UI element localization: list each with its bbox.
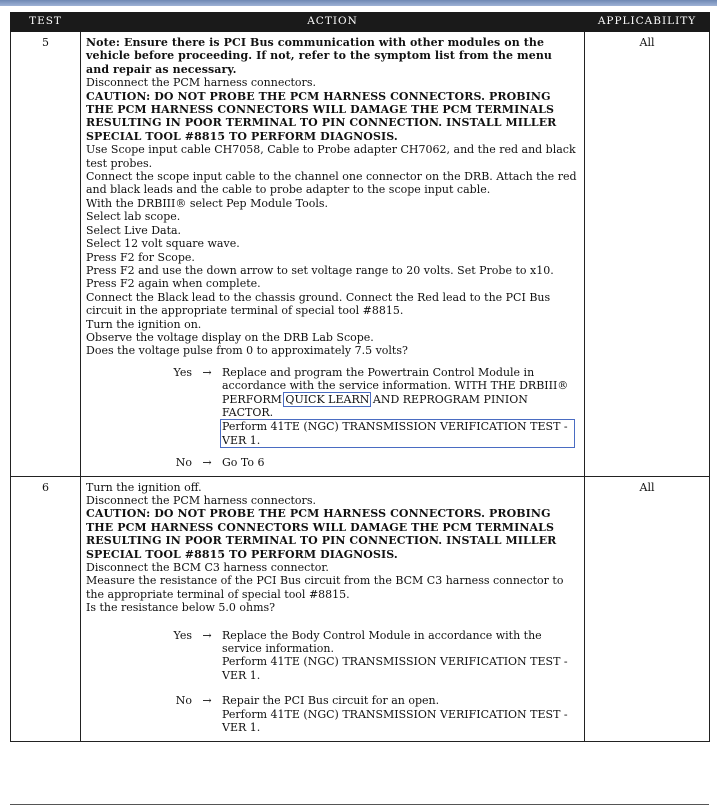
- step-text: Select lab scope.: [86, 210, 181, 224]
- verification-test-text: Perform 41TE (NGC) TRANSMISSION VERIFICATION TEST - VER 1.: [222, 707, 568, 735]
- header-applicability: APPLICABILITY: [585, 13, 710, 32]
- arrow-icon: →: [202, 456, 212, 470]
- test-action: [81, 476, 585, 741]
- verification-test-text: Perform 41TE (NGC) TRANSMISSION VERIFICATION TEST - VER 1.: [222, 655, 568, 682]
- no-branch: [86, 456, 579, 469]
- no-result-text: Repair the PCI Bus circuit for an open.: [222, 694, 440, 708]
- arrow-icon: →: [202, 628, 212, 642]
- yes-result-text-2: AND REPROGRAM PINION FACTOR.: [222, 392, 528, 419]
- yes-label: Yes: [173, 365, 192, 379]
- applicability-value: All: [585, 476, 710, 741]
- yes-branch: [86, 366, 579, 448]
- diagnostic-procedure-table: [10, 12, 710, 742]
- quick-learn-link[interactable]: QUICK LEARN: [285, 392, 370, 406]
- table-header-row: [11, 13, 710, 32]
- verification-test-link[interactable]: Perform 41TE (NGC) TRANSMISSION VERIFICATION TEST - VER 1.: [220, 419, 575, 448]
- yes-result-text: Replace and program the Powertrain Control Module in accordance with the service information. WITH THE DRBIII® PERFORM: [222, 365, 569, 406]
- question-text: Does the voltage pulse from 0 to approximately 7.5 volts?: [86, 344, 408, 358]
- arrow-icon: →: [202, 694, 212, 708]
- no-branch: [86, 694, 579, 734]
- question-text: Is the resistance below 5.0 ohms?: [86, 601, 276, 615]
- step-text: Turn the ignition off.: [86, 480, 202, 494]
- step-text: Press F2 for Scope.: [86, 250, 195, 264]
- step-text: Measure the resistance of the PCI Bus circuit from the BCM C3 harness connector to the appropriate terminal of special tool #8815.: [86, 574, 564, 601]
- step-text: Press F2 and use the down arrow to set voltage range to 20 volts. Set Probe to x10.: [86, 263, 554, 277]
- bottom-divider: [10, 804, 709, 805]
- step-text: Connect the scope input cable to the channel one connector on the DRB. Attach the red and black leads and the cable to probe adapter to the scope input cable.: [86, 170, 577, 197]
- test-row-6: [11, 476, 710, 741]
- step-text: Connect the Black lead to the chassis ground. Connect the Red lead to the PCI Bus circuit in the appropriate terminal of special tool #8815.: [86, 290, 551, 318]
- header-action: ACTION: [81, 13, 585, 32]
- step-text: Turn the ignition on.: [86, 317, 202, 331]
- step-text: Press F2 again when complete.: [86, 277, 261, 291]
- yes-result-text: Replace the Body Control Module in accordance with the service information.: [222, 628, 542, 656]
- caution-text: CAUTION: DO NOT PROBE THE PCM HARNESS CONNECTORS. PROBING THE PCM HARNESS CONNECTORS WILL DAMAGE THE PCM TERMINALS RESULTING IN POOR TERMINAL TO PIN CONNECTION. INSTALL MILLER SPECIAL TOOL #8815 TO PERFORM DIAGNOSIS.: [86, 507, 557, 561]
- yes-result: [222, 366, 579, 448]
- step-text: Select 12 volt square wave.: [86, 237, 240, 251]
- no-label: No: [175, 694, 192, 708]
- step-text: With the DRBIII® select Pep Module Tools.: [86, 196, 328, 210]
- top-window-bar: [0, 0, 717, 6]
- caution-text: CAUTION: DO NOT PROBE THE PCM HARNESS CONNECTORS. PROBING THE PCM HARNESS CONNECTORS WILL DAMAGE THE PCM TERMINALS RESULTING IN POOR TERMINAL TO PIN CONNECTION. INSTALL MILLER SPECIAL TOOL #8815 TO PERFORM DIAGNOSIS.: [86, 89, 557, 143]
- test-row-5: [11, 32, 710, 477]
- step-text: Disconnect the PCM harness connectors.: [86, 494, 316, 507]
- applicability-value: All: [585, 32, 710, 477]
- test-number: 6: [11, 476, 81, 741]
- test-number: 5: [11, 32, 81, 477]
- arrow-icon: →: [202, 365, 212, 379]
- test-action: [81, 32, 585, 477]
- no-result: [222, 694, 579, 734]
- yes-result: [222, 629, 579, 683]
- yes-branch: [86, 629, 579, 683]
- yes-label: Yes: [173, 628, 192, 642]
- step-text: Disconnect the BCM C3 harness connector.: [86, 561, 329, 575]
- header-test: TEST: [11, 13, 81, 32]
- step-text: Use Scope input cable CH7058, Cable to Probe adapter CH7062, and the red and black test probes.: [86, 143, 576, 170]
- no-result: Go To 6: [222, 456, 265, 470]
- step-text: Observe the voltage display on the DRB Lab Scope.: [86, 330, 374, 344]
- step-text: Select Live Data.: [86, 223, 182, 237]
- no-label: No: [175, 456, 192, 470]
- note-text: Note: Ensure there is PCI Bus communication with other modules on the vehicle before proceeding. If not, refer to the symptom list from the menu and repair as necessary.: [86, 36, 553, 76]
- step-text: Disconnect the PCM harness connectors.: [86, 76, 316, 90]
